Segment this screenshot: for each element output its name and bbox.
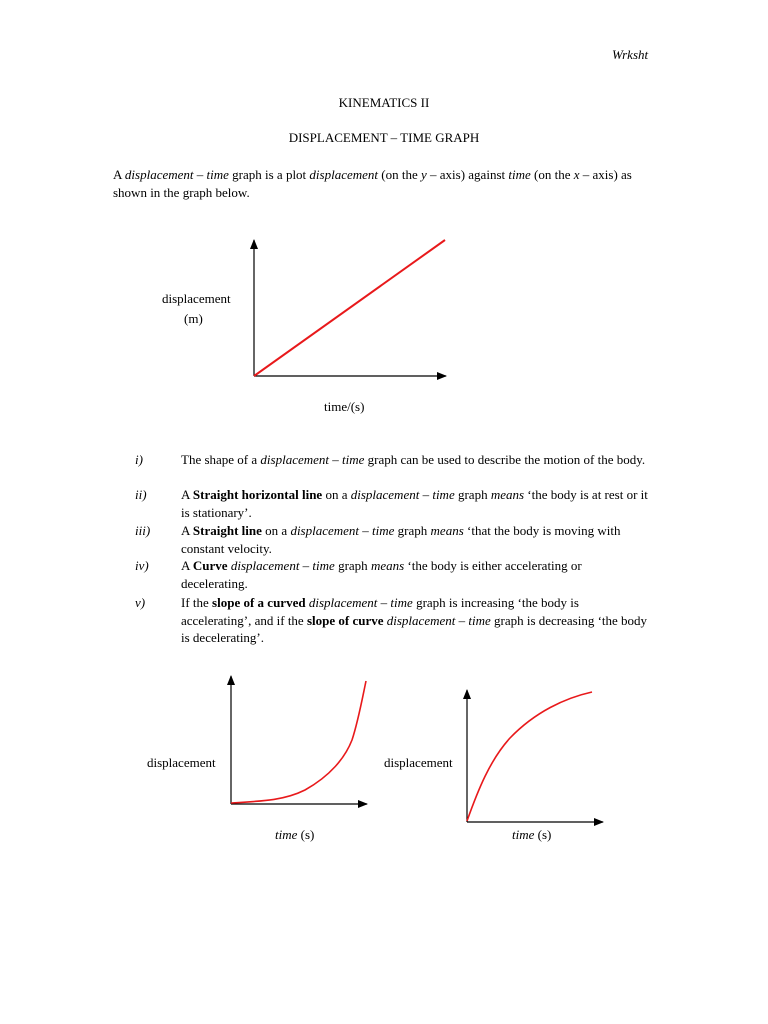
constant-velocity-line	[254, 240, 445, 376]
text-run: graph is a plot	[228, 167, 310, 182]
text-run: on a	[261, 523, 291, 538]
text-run: graph	[394, 523, 431, 538]
text-run: displacement – time	[350, 487, 455, 502]
straight-line-graph	[254, 240, 446, 376]
text-run: graph is decreasing ‘the body is decelerating’.	[181, 612, 648, 645]
text-run: x	[573, 167, 580, 182]
document-reference: Wrksht	[612, 47, 649, 62]
graph1-xlabel: time/(s)	[324, 399, 365, 414]
text-run: means	[430, 523, 464, 538]
text-run: ‘that the body is moving with constant velocity.	[181, 523, 621, 556]
graph1-ylabel: displacement	[162, 291, 231, 306]
text-run: means	[370, 558, 405, 573]
list-text	[181, 486, 651, 521]
text-run: ‘the body is either accelerating or decelerating.	[181, 558, 582, 591]
text-run: ‘the body is at rest or it is stationary’.	[181, 487, 648, 520]
text-run: y	[420, 167, 427, 182]
list-text	[181, 451, 651, 469]
text-run: graph	[454, 487, 491, 502]
list-number: iii)	[135, 523, 151, 538]
decelerating-curve-graph	[467, 690, 603, 822]
text-run: on a	[322, 487, 351, 502]
text-run: slope of curve	[306, 612, 384, 628]
accelerating-curve-graph	[231, 676, 367, 804]
text-run: Curve	[192, 558, 228, 573]
graph3-xlabel-unit: (s)	[534, 827, 552, 842]
text-run: (on the	[378, 167, 421, 182]
list-number: iv)	[135, 558, 149, 573]
text-run: slope of a curved	[212, 595, 306, 610]
text-run: displacement	[124, 167, 194, 182]
list-text	[181, 557, 651, 592]
graph2-xlabel-var: time	[275, 827, 298, 842]
text-run: displacement – time	[260, 452, 365, 467]
text-run: A	[181, 487, 193, 502]
text-run: –	[193, 167, 207, 182]
text-run: displacement – time	[290, 523, 395, 538]
graph3-xlabel-var: time	[512, 827, 535, 842]
list-text	[181, 522, 651, 557]
text-run: – axis) as shown in the graph below.	[113, 167, 632, 200]
list-number: i)	[135, 452, 143, 467]
text-run: displacement – time	[386, 612, 491, 628]
text-run: If the	[181, 595, 213, 610]
accelerating-curve	[231, 681, 366, 803]
text-run: graph	[334, 558, 371, 573]
text-run: time	[508, 167, 531, 182]
text-run: graph is increasing ‘the body is accelerating’, and if the	[181, 595, 579, 628]
text-run: A	[113, 167, 125, 182]
list-number: ii)	[135, 487, 147, 502]
text-run: A	[181, 523, 193, 538]
text-run: Straight line	[192, 523, 262, 538]
text-run: time	[206, 167, 229, 182]
text-run: A	[181, 558, 193, 573]
text-run: displacement – time	[230, 558, 335, 573]
text-run: displacement – time	[308, 595, 413, 610]
list-text	[181, 594, 651, 647]
text-run: The shape of a	[181, 452, 261, 467]
graph1-ylabel-unit: (m)	[184, 311, 203, 326]
list-number: v)	[135, 595, 146, 610]
decelerating-curve	[467, 692, 592, 821]
text-run: graph can be used to describe the motion of the body.	[364, 452, 646, 467]
text-run: means	[490, 487, 525, 502]
text-run: – axis) against	[426, 167, 509, 182]
text-run: (on the	[530, 167, 574, 182]
graph2-ylabel: displacement	[147, 755, 216, 770]
graph3-ylabel: displacement	[384, 755, 453, 770]
graph3-xlabel	[512, 825, 551, 845]
graph2-xlabel	[275, 825, 314, 845]
page-title: KINEMATICS II	[338, 95, 430, 110]
graph2-xlabel-unit: (s)	[297, 827, 315, 842]
section-title: DISPLACEMENT – TIME GRAPH	[288, 130, 480, 145]
text-run: displacement	[309, 167, 379, 182]
text-run: Straight horizontal line	[192, 487, 323, 502]
